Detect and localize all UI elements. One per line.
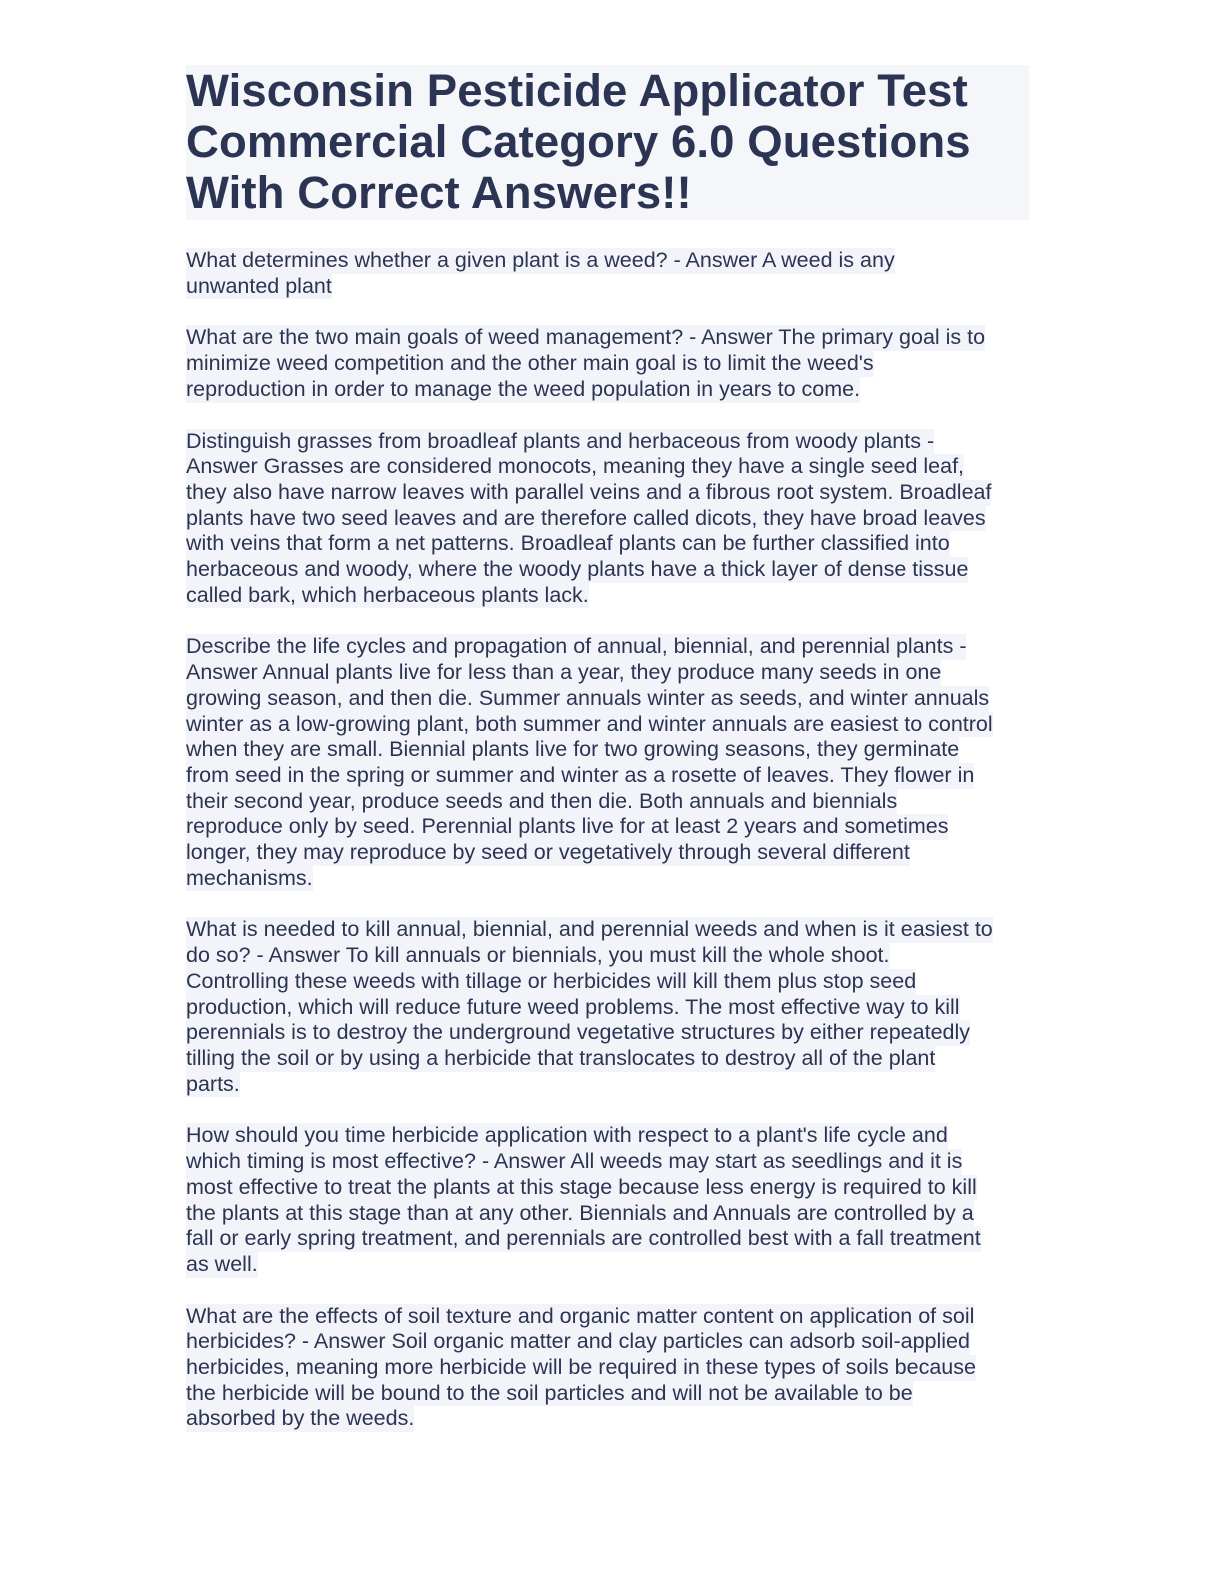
- title-line: Commercial Category 6.0 Questions: [186, 116, 971, 167]
- qa-text-line: Answer Annual plants live for less than a year, they produce many seeds in one: [186, 660, 942, 685]
- qa-text-line: herbaceous and woody, where the woody plants have a thick layer of dense tissue: [186, 557, 969, 582]
- qa-text-line: do so? - Answer To kill annuals or biennials, you must kill the whole shoot.: [186, 943, 890, 968]
- qa-item: [186, 248, 1029, 299]
- qa-text-line: the herbicide will be bound to the soil particles and will not be available to be: [186, 1380, 913, 1405]
- title-line: With Correct Answers!!: [186, 167, 692, 218]
- qa-text-line: Describe the life cycles and propagation of annual, biennial, and perennial plants -: [186, 634, 967, 659]
- qa-text-line: plants have two seed leaves and are therefore called dicots, they have broad leaves: [186, 505, 986, 530]
- title-line: Wisconsin Pesticide Applicator Test: [186, 65, 968, 116]
- qa-text-line: unwanted plant: [186, 273, 332, 298]
- qa-text-line: tilling the soil or by using a herbicide that translocates to destroy all of the plant: [186, 1045, 936, 1070]
- qa-text-line: mechanisms.: [186, 865, 313, 890]
- qa-item: [186, 429, 1029, 609]
- qa-text-line: Answer Grasses are considered monocots, meaning they have a single seed leaf,: [186, 454, 965, 479]
- qa-text-line: they also have narrow leaves with parallel veins and a fibrous root system. Broadleaf: [186, 479, 992, 504]
- qa-text-line: fall or early spring treatment, and perennials are controlled best with a fall treatment: [186, 1226, 981, 1251]
- qa-text-line: How should you time herbicide application with respect to a plant's life cycle and: [186, 1123, 948, 1148]
- qa-text-line: their second year, produce seeds and then die. Both annuals and biennials: [186, 788, 898, 813]
- qa-item: [186, 1304, 1029, 1433]
- qa-text-line: reproduce only by seed. Perennial plants live for at least 2 years and sometimes: [186, 814, 949, 839]
- qa-text-line: Distinguish grasses from broadleaf plants and herbaceous from woody plants -: [186, 428, 935, 453]
- qa-text-line: when they are small. Biennial plants live for two growing seasons, they germinate: [186, 737, 960, 762]
- qa-item: [186, 634, 1029, 891]
- qa-text-line: Controlling these weeds with tillage or herbicides will kill them plus stop seed: [186, 968, 917, 993]
- qa-text-line: minimize weed competition and the other main goal is to limit the weed's: [186, 351, 874, 376]
- qa-text-line: which timing is most effective? - Answer All weeds may start as seedlings and it is: [186, 1149, 963, 1174]
- qa-text-line: growing season, and then die. Summer annuals winter as seeds, and winter annuals: [186, 685, 990, 710]
- qa-text-line: the plants at this stage than at any other. Biennials and Annuals are controlled by a: [186, 1200, 974, 1225]
- qa-item: [186, 1123, 1029, 1277]
- qa-text-line: production, which will reduce future weed problems. The most effective way to kill: [186, 994, 960, 1019]
- qa-text-line: parts.: [186, 1071, 240, 1096]
- qa-text-line: herbicides? - Answer Soil organic matter and clay particles can adsorb soil-applied: [186, 1329, 970, 1354]
- qa-text-line: What is needed to kill annual, biennial, and perennial weeds and when is it easiest to: [186, 917, 993, 942]
- qa-text-line: What are the effects of soil texture and organic matter content on application of soil: [186, 1303, 975, 1328]
- qa-text-line: absorbed by the weeds.: [186, 1406, 415, 1431]
- qa-text-line: most effective to treat the plants at this stage because less energy is required to kill: [186, 1174, 977, 1199]
- document-page: [186, 65, 1029, 1432]
- document-title: [186, 65, 1029, 220]
- qa-text-line: What determines whether a given plant is a weed? - Answer A weed is any: [186, 248, 895, 272]
- qa-list: [186, 248, 1029, 1432]
- qa-text-line: herbicides, meaning more herbicide will be required in these types of soils because: [186, 1355, 976, 1380]
- qa-text-line: What are the two main goals of weed management? - Answer The primary goal is to: [186, 325, 986, 350]
- qa-text-line: with veins that form a net patterns. Broadleaf plants can be further classified into: [186, 531, 950, 556]
- qa-text-line: called bark, which herbaceous plants lack.: [186, 582, 589, 607]
- qa-text-line: longer, they may reproduce by seed or vegetatively through several different: [186, 840, 910, 865]
- qa-text-line: from seed in the spring or summer and winter as a rosette of leaves. They flower in: [186, 762, 975, 787]
- qa-item: [186, 325, 1029, 402]
- qa-text-line: as well.: [186, 1251, 258, 1276]
- qa-text-line: reproduction in order to manage the weed population in years to come.: [186, 376, 861, 401]
- qa-text-line: winter as a low-growing plant, both summer and winter annuals are easiest to control: [186, 711, 993, 736]
- qa-text-line: perennials is to destroy the underground vegetative structures by either repeatedly: [186, 1020, 971, 1045]
- qa-item: [186, 917, 1029, 1097]
